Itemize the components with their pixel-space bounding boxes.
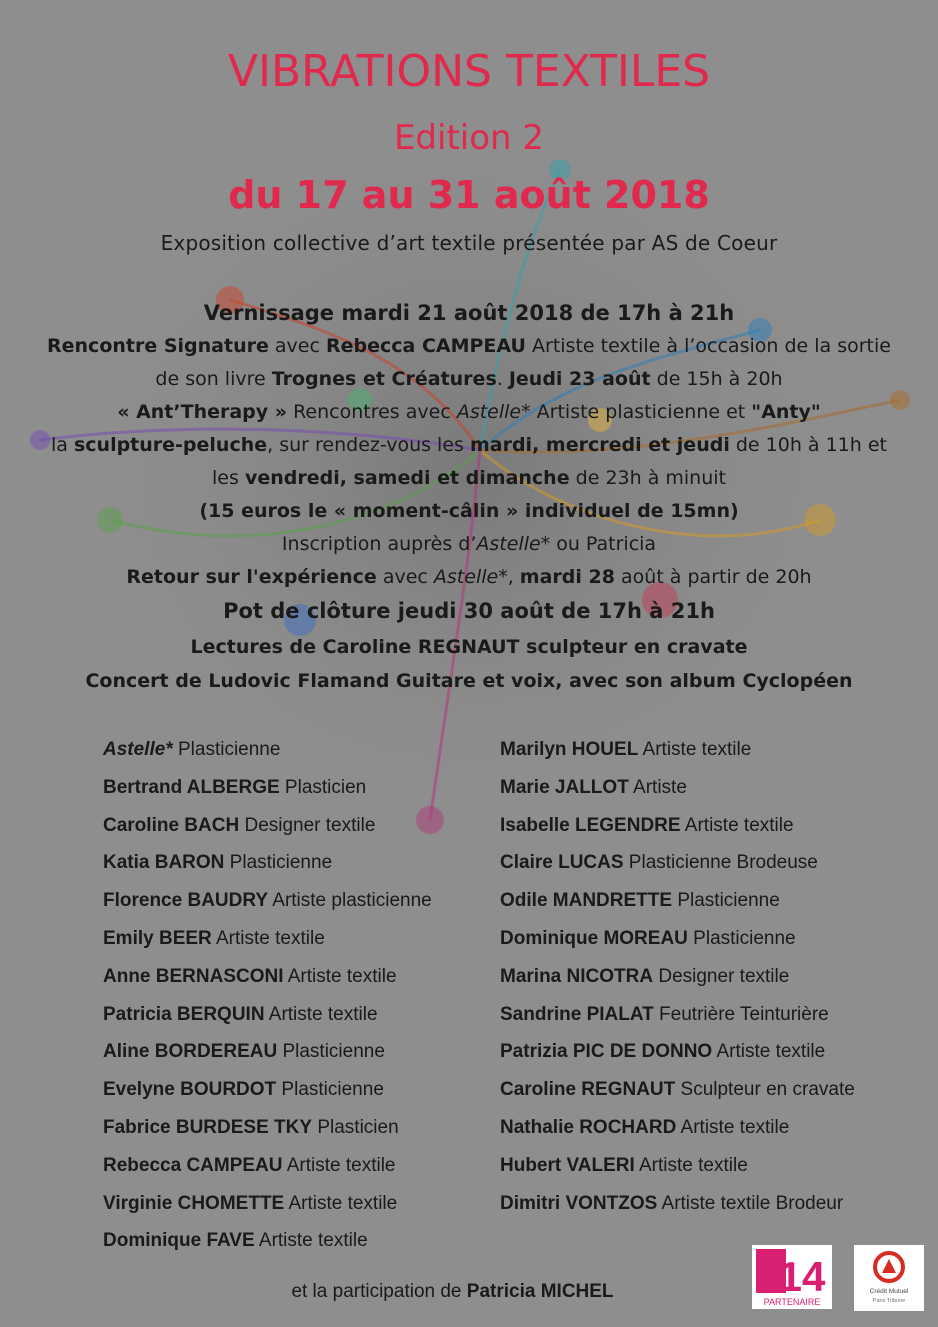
artists-list-right (500, 735, 855, 1226)
list-item: Rebecca CAMPEAU Artiste textile (103, 1154, 396, 1176)
exhibition-dates: du 17 au 31 août 2018 (228, 173, 710, 217)
list-item: Dimitri VONTZOS Artiste textile Brodeur (500, 1192, 844, 1214)
list-item: Hubert VALERI Artiste textile (500, 1154, 748, 1176)
artists-list-left (103, 735, 432, 1264)
page-title: VIBRATIONS TEXTILES (227, 46, 711, 97)
list-item: Sandrine PIALAT Feutrière Teinturière (500, 1003, 829, 1025)
partner-label: PARTENAIRE (763, 1297, 821, 1307)
list-item: Bertrand ALBERGE Plasticien (103, 776, 367, 798)
list-item: Caroline REGNAUT Sculpteur en cravate (500, 1079, 855, 1101)
list-item: Aline BORDEREAU Plasticienne (103, 1041, 385, 1063)
partner-number: 14 (778, 1253, 826, 1300)
bank-branch: Paris Tribune (872, 1298, 906, 1304)
list-item: Fabrice BURDESE TKY Plasticien (103, 1116, 399, 1138)
lectures-line: Lectures de Caroline REGNAUT sculpteur en cravate (190, 636, 748, 658)
list-item: Astelle* Plasticienne (103, 739, 281, 760)
list-item: Evelyne BOURDOT Plasticienne (103, 1079, 384, 1101)
edition-label: Edition 2 (393, 118, 545, 158)
list-item: Patrizia PIC DE DONNO Artiste textile (500, 1041, 826, 1063)
list-item: Marina NICOTRA Designer textile (500, 965, 790, 987)
rencontre-signature-line: Rencontre Signature avec Rebecca CAMPEAU Artiste textile à l’occasion de la sortie (47, 335, 891, 357)
list-item: Isabelle LEGENDRE Artiste textile (500, 814, 794, 836)
concert-line: Concert de Ludovic Flamand Guitare et voix, avec son album Cyclopéen (85, 670, 853, 692)
credit-mutuel-logo (854, 1245, 924, 1311)
list-item: Katia BARON Plasticienne (103, 852, 333, 874)
retour-line: Retour sur l'expérience avec Astelle*, mardi 28 août à partir de 20h (126, 566, 812, 588)
list-item: Dominique FAVE Artiste textile (103, 1230, 368, 1252)
list-item: Virginie CHOMETTE Artiste textile (103, 1192, 398, 1214)
cloture-line: Pot de clôture jeudi 30 août de 17h à 21h (223, 599, 715, 623)
vernissage-line: Vernissage mardi 21 août 2018 de 17h à 21h (203, 301, 735, 325)
list-item: Marie JALLOT Artiste (500, 776, 687, 798)
list-item: Emily BEER Artiste textile (103, 927, 325, 949)
list-item: Odile MANDRETTE Plasticienne (500, 890, 780, 912)
list-item: Claire LUCAS Plasticienne Brodeuse (500, 852, 818, 874)
book-line: de son livre Trognes et Créatures. Jeudi 23 août de 15h à 20h (155, 368, 783, 390)
price-line: (15 euros le « moment-câlin » individuel de 15mn) (199, 500, 739, 522)
list-item: Dominique MOREAU Plasticienne (500, 927, 796, 949)
list-item: Nathalie ROCHARD Artiste textile (500, 1116, 790, 1138)
bank-name: Crédit Mutuel (869, 1288, 909, 1295)
intro-text: Exposition collective d’art textile présentée par AS de Coeur (160, 231, 778, 255)
schedule-line-1: la sculpture-peluche, sur rendez-vous les mardi, mercredi et jeudi de 10h à 11h et (51, 434, 887, 456)
inscription-line: Inscription auprès d’Astelle* ou Patricia (281, 533, 657, 555)
partner-14-logo (752, 1245, 832, 1309)
anttherapy-line: « Ant’Therapy » Rencontres avec Astelle* Artiste plasticienne et "Anty" (117, 401, 821, 423)
list-item: Patricia BERQUIN Artiste textile (103, 1003, 378, 1025)
list-item: Anne BERNASCONI Artiste textile (103, 965, 397, 987)
list-item: Caroline BACH Designer textile (103, 814, 376, 836)
list-item: Marilyn HOUEL Artiste textile (500, 739, 752, 760)
schedule-line-2: les vendredi, samedi et dimanche de 23h à minuit (212, 467, 726, 489)
participation-line: et la participation de Patricia MICHEL (291, 1281, 614, 1302)
list-item: Florence BAUDRY Artiste plasticienne (103, 890, 432, 912)
